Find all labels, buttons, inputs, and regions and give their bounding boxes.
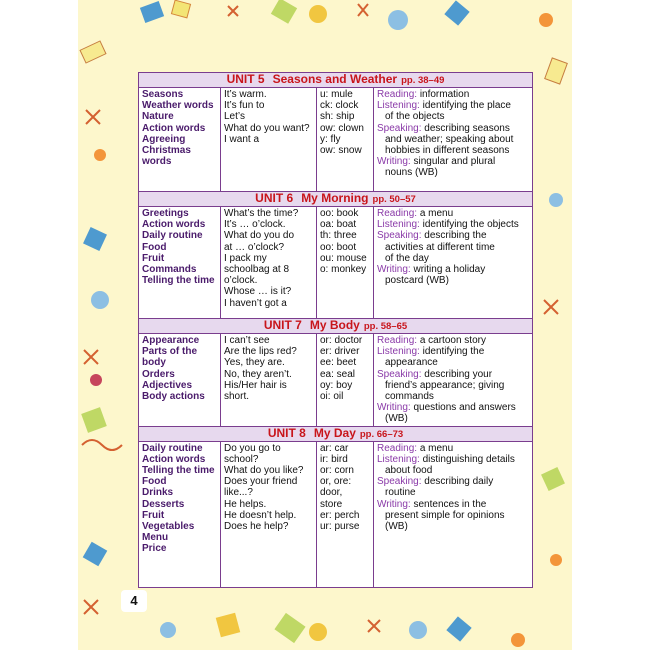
phonics-cell bbox=[317, 88, 374, 192]
skill-line bbox=[377, 487, 529, 498]
unit-title: My Day bbox=[313, 425, 356, 440]
skill-text: appearance bbox=[385, 357, 438, 369]
phonics-line: y: fly bbox=[320, 133, 341, 145]
skill-label: Speaking: bbox=[377, 122, 422, 134]
unit-pages: pp. 66–73 bbox=[359, 428, 404, 440]
grammar-line: Does he help? bbox=[224, 521, 289, 533]
unit-header bbox=[139, 319, 533, 334]
skill-text: identifying the objects bbox=[422, 219, 519, 231]
skills-cell bbox=[374, 88, 533, 192]
phonics-line: th: three bbox=[320, 230, 357, 242]
skill-line bbox=[377, 380, 529, 391]
skills-cell bbox=[374, 441, 533, 587]
skill-line bbox=[377, 230, 529, 241]
skills-cell bbox=[374, 207, 533, 319]
phonics-line: store bbox=[320, 498, 343, 510]
unit-title: My Body bbox=[309, 317, 360, 332]
phonics-line: oy: boy bbox=[320, 379, 353, 391]
skill-label: Writing: bbox=[377, 402, 411, 414]
skill-text: describing seasons bbox=[424, 122, 510, 134]
skill-line bbox=[377, 346, 529, 357]
skill-label: Writing: bbox=[377, 498, 411, 510]
unit-header-row bbox=[139, 192, 533, 207]
grammar-line: His/Her hair is bbox=[224, 379, 287, 391]
skill-text: writing a holiday bbox=[413, 264, 486, 276]
skill-line bbox=[377, 391, 529, 402]
skill-line bbox=[377, 499, 529, 510]
skill-text: identifying the bbox=[422, 346, 485, 358]
unit-content-row bbox=[139, 88, 533, 192]
phonics-line: sh: ship bbox=[320, 111, 355, 123]
syllabus-table bbox=[138, 72, 533, 588]
skill-text: of the day bbox=[385, 252, 429, 264]
skill-text: a menu bbox=[419, 442, 454, 454]
unit-header bbox=[139, 426, 533, 441]
vocabulary-item: Daily routine bbox=[142, 442, 203, 454]
skill-text: (WB) bbox=[385, 521, 408, 533]
skill-line bbox=[377, 510, 529, 521]
vocabulary-item: Desserts bbox=[142, 498, 185, 510]
skill-label: Listening: bbox=[377, 346, 420, 358]
skill-text: distinguishing details bbox=[422, 453, 515, 465]
vocabulary-item: Action words bbox=[142, 453, 206, 465]
grammar-line: Does your friend bbox=[224, 476, 298, 488]
phonics-line: er: perch bbox=[320, 509, 360, 521]
vocabulary-item: Action words bbox=[142, 219, 206, 231]
vocabulary-item: Menu bbox=[142, 532, 169, 544]
skill-text: describing your bbox=[424, 368, 493, 380]
unit-pages: pp. 38–49 bbox=[401, 74, 445, 86]
skill-line bbox=[377, 123, 529, 134]
grammar-line: short. bbox=[224, 391, 250, 403]
skill-line bbox=[377, 208, 529, 219]
phonics-line: ur: purse bbox=[320, 521, 360, 533]
grammar-line: It’s warm. bbox=[224, 89, 267, 100]
skill-text: identifying the place bbox=[422, 100, 511, 112]
vocabulary-cell bbox=[139, 88, 221, 192]
skill-text: nouns (WB) bbox=[385, 167, 438, 179]
grammar-line: at … o’clock? bbox=[224, 241, 285, 253]
phonics-line: ck: clock bbox=[320, 100, 359, 112]
phonics-cell bbox=[317, 441, 374, 587]
skill-text: about food bbox=[385, 465, 433, 477]
vocabulary-item: Commands bbox=[142, 264, 197, 276]
page-number: 4 bbox=[121, 590, 147, 612]
phonics-line: o: monkey bbox=[320, 264, 367, 276]
skill-line bbox=[377, 369, 529, 380]
vocabulary-item: Daily routine bbox=[142, 230, 203, 242]
skill-line bbox=[377, 402, 529, 413]
vocabulary-item: Nature bbox=[142, 111, 174, 123]
grammar-line: school? bbox=[224, 453, 259, 465]
skill-label: Reading: bbox=[377, 89, 418, 100]
vocabulary-item: Seasons bbox=[142, 89, 184, 100]
grammar-line: I want a bbox=[224, 133, 260, 145]
phonics-line: er: driver bbox=[320, 346, 360, 358]
grammar-line: It’s … o’clock. bbox=[224, 219, 286, 231]
grammar-cell bbox=[221, 441, 317, 587]
vocabulary-item: Agreeing bbox=[142, 133, 186, 145]
grammar-line: I can’t see bbox=[224, 335, 270, 346]
skills-cell bbox=[374, 334, 533, 427]
unit-label: UNIT 5 bbox=[226, 71, 265, 86]
phonics-line: ea: seal bbox=[320, 368, 356, 380]
skill-line bbox=[377, 167, 529, 178]
grammar-line: He helps. bbox=[224, 498, 267, 510]
grammar-line: No, they aren’t. bbox=[224, 368, 292, 380]
grammar-cell bbox=[221, 88, 317, 192]
phonics-line: ow: clown bbox=[320, 122, 364, 134]
unit-title: My Morning bbox=[301, 190, 369, 205]
vocabulary-item: Food bbox=[142, 476, 167, 488]
skill-text: (WB) bbox=[385, 413, 408, 425]
skill-text: sentences in the bbox=[413, 498, 487, 510]
skill-text: present simple for opinions bbox=[385, 509, 505, 521]
skill-line bbox=[377, 111, 529, 122]
phonics-line: ar: car bbox=[320, 442, 349, 454]
vocabulary-item: Appearance bbox=[142, 335, 200, 346]
skill-label: Listening: bbox=[377, 453, 420, 465]
vocabulary-cell bbox=[139, 207, 221, 319]
phonics-line: oo: boot bbox=[320, 241, 357, 253]
skill-label: Speaking: bbox=[377, 230, 422, 242]
skill-text: commands bbox=[385, 391, 434, 403]
skill-text: routine bbox=[385, 487, 416, 499]
phonics-cell bbox=[317, 334, 374, 427]
phonics-line: u: mule bbox=[320, 89, 353, 100]
skill-label: Reading: bbox=[377, 335, 418, 346]
phonics-line: or: doctor bbox=[320, 335, 363, 346]
vocabulary-item: Food bbox=[142, 241, 167, 253]
vocabulary-item: Body actions bbox=[142, 391, 205, 403]
vocabulary-item: Parts of the body bbox=[142, 346, 198, 369]
vocabulary-item: Weather words bbox=[142, 100, 214, 112]
grammar-line: Do you go to bbox=[224, 442, 281, 454]
skill-line bbox=[377, 465, 529, 476]
grammar-line: Are the lips red? bbox=[224, 346, 297, 358]
grammar-line: What’s the time? bbox=[224, 208, 299, 219]
skill-label: Speaking: bbox=[377, 476, 422, 488]
skill-text: postcard (WB) bbox=[385, 275, 449, 287]
unit-title: Seasons and Weather bbox=[272, 71, 398, 86]
skill-line bbox=[377, 253, 529, 264]
grammar-line: It’s fun to bbox=[224, 100, 265, 112]
skill-text: information bbox=[419, 89, 470, 100]
skill-line bbox=[377, 443, 529, 454]
unit-header-row bbox=[139, 319, 533, 334]
skill-line bbox=[377, 454, 529, 465]
skill-text: a cartoon story bbox=[419, 335, 486, 346]
skill-text: of the objects bbox=[385, 111, 445, 123]
unit-header-row bbox=[139, 73, 533, 88]
skill-label: Listening: bbox=[377, 100, 420, 112]
unit-label: UNIT 6 bbox=[255, 190, 294, 205]
grammar-line: o’clock. bbox=[224, 275, 258, 287]
skill-text: singular and plural bbox=[413, 156, 496, 168]
grammar-line: What do you do bbox=[224, 230, 295, 242]
vocabulary-item: Fruit bbox=[142, 509, 165, 521]
unit-content-row bbox=[139, 441, 533, 587]
grammar-line: schoolbag at 8 bbox=[224, 264, 290, 276]
unit-header-row bbox=[139, 426, 533, 441]
skill-text: a menu bbox=[419, 208, 454, 219]
unit-pages: pp. 50–57 bbox=[372, 193, 416, 205]
skill-text: describing daily bbox=[424, 476, 494, 488]
skill-label: Speaking: bbox=[377, 368, 422, 380]
skill-label: Listening: bbox=[377, 219, 420, 231]
skill-line bbox=[377, 413, 529, 424]
phonics-line: ir: bird bbox=[320, 453, 348, 465]
skill-label: Reading: bbox=[377, 442, 418, 454]
skill-line bbox=[377, 264, 529, 275]
skill-text: questions and answers bbox=[413, 402, 516, 414]
grammar-line: I pack my bbox=[224, 252, 267, 264]
phonics-line: ee: beet bbox=[320, 357, 357, 369]
skill-line bbox=[377, 476, 529, 487]
skill-line bbox=[377, 242, 529, 253]
grammar-line: Yes, they are. bbox=[224, 357, 285, 369]
grammar-line: Let’s bbox=[224, 111, 245, 123]
skill-text: describing the bbox=[424, 230, 487, 242]
vocabulary-item: Telling the time bbox=[142, 275, 215, 287]
unit-label: UNIT 7 bbox=[263, 317, 302, 332]
vocabulary-item: Greetings bbox=[142, 208, 189, 219]
skill-label: Writing: bbox=[377, 156, 411, 168]
phonics-line: or, ore: bbox=[320, 476, 352, 488]
skill-text: activities at different time bbox=[385, 241, 495, 253]
skill-line bbox=[377, 134, 529, 145]
phonics-line: ow: snow bbox=[320, 145, 362, 157]
skill-text: friend’s appearance; giving bbox=[385, 379, 505, 391]
skill-line bbox=[377, 89, 529, 100]
grammar-cell bbox=[221, 207, 317, 319]
grammar-line: Whose … is it? bbox=[224, 286, 292, 298]
phonics-line: door, bbox=[320, 487, 343, 499]
grammar-line: What do you want? bbox=[224, 122, 310, 134]
skill-line bbox=[377, 335, 529, 346]
skill-text: hobbies in different seasons bbox=[385, 145, 510, 157]
skill-line bbox=[377, 357, 529, 368]
phonics-line: oa: boat bbox=[320, 219, 357, 231]
unit-header bbox=[139, 73, 533, 88]
skill-text: and weather; speaking about bbox=[385, 133, 514, 145]
skill-line bbox=[377, 521, 529, 532]
skill-line bbox=[377, 275, 529, 286]
unit-pages: pp. 58–65 bbox=[363, 320, 408, 332]
unit-content-row bbox=[139, 207, 533, 319]
skill-label: Reading: bbox=[377, 208, 418, 219]
grammar-line: like...? bbox=[224, 487, 253, 499]
vocabulary-item: Orders bbox=[142, 368, 175, 380]
grammar-line: He doesn’t help. bbox=[224, 509, 297, 521]
skill-line bbox=[377, 219, 529, 230]
skill-label: Writing: bbox=[377, 264, 411, 276]
vocabulary-cell bbox=[139, 334, 221, 427]
grammar-cell bbox=[221, 334, 317, 427]
vocabulary-item: Drinks bbox=[142, 487, 174, 499]
phonics-line: oo: book bbox=[320, 208, 359, 219]
vocabulary-item: Adjectives bbox=[142, 379, 193, 391]
vocabulary-item: Fruit bbox=[142, 252, 165, 264]
phonics-line: ou: mouse bbox=[320, 252, 367, 264]
vocabulary-item: Price bbox=[142, 543, 167, 555]
skill-line bbox=[377, 100, 529, 111]
vocabulary-item: Vegetables bbox=[142, 521, 195, 533]
vocabulary-item: Christmas words bbox=[142, 145, 191, 168]
phonics-line: or: corn bbox=[320, 465, 354, 477]
vocabulary-item: Telling the time bbox=[142, 465, 215, 477]
skill-line bbox=[377, 145, 529, 156]
unit-content-row bbox=[139, 334, 533, 427]
grammar-line: I haven’t got a bbox=[224, 297, 287, 309]
unit-header bbox=[139, 192, 533, 207]
phonics-cell bbox=[317, 207, 374, 319]
phonics-line: oi: oil bbox=[320, 391, 344, 403]
grammar-line: What do you like? bbox=[224, 465, 304, 477]
vocabulary-cell bbox=[139, 441, 221, 587]
unit-label: UNIT 8 bbox=[267, 425, 306, 440]
skill-line bbox=[377, 156, 529, 167]
vocabulary-item: Action words bbox=[142, 122, 206, 134]
